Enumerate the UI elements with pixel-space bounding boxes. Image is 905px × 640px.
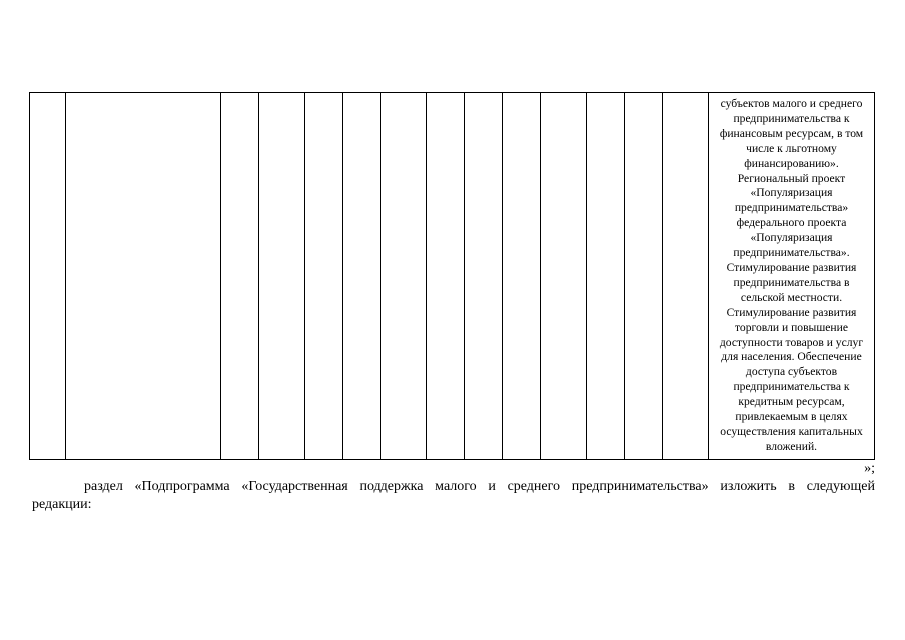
paragraph-line-2: редакции: — [32, 497, 92, 512]
text-line: Стимулирование развития — [726, 260, 857, 274]
text-line: предпринимательства в — [733, 275, 850, 289]
amendment-paragraph — [32, 478, 875, 514]
text-line: «Популяризация — [750, 186, 833, 200]
text-line: осуществления капитальных — [720, 424, 863, 438]
table-cell-5 — [305, 93, 343, 460]
table-cell-14 — [663, 93, 709, 460]
table-cell-6 — [343, 93, 381, 460]
text-line: доступа субъектов — [745, 365, 838, 379]
table-cell-1 — [30, 93, 66, 460]
text-line: финансовым ресурсам, в том — [719, 126, 864, 140]
table-cell-11 — [541, 93, 587, 460]
measures-text — [709, 93, 874, 455]
table-cell-13 — [625, 93, 663, 460]
table-cell-3 — [221, 93, 259, 460]
table-cell-measures — [709, 93, 875, 460]
continuation-table — [29, 92, 875, 460]
text-line: сельской местности. — [740, 290, 843, 304]
text-line: привлекаемым в целях — [735, 410, 848, 424]
paragraph-line-1: раздел «Подпрограмма «Государственная поддержка малого и среднего предпринимательства» изложить в следующей — [84, 479, 875, 494]
text-line: кредитным ресурсам, — [738, 395, 845, 409]
text-line: предпринимательства к — [733, 111, 850, 125]
text-line: торговли и повышение — [735, 320, 848, 334]
text-line: Стимулирование развития — [726, 305, 857, 319]
text-line: числе к льготному — [746, 141, 837, 155]
text-line: доступности товаров и услуг — [719, 335, 864, 349]
table-cell-4 — [259, 93, 305, 460]
text-line: предпринимательства». — [733, 246, 850, 260]
table-cell-9 — [465, 93, 503, 460]
table-cell-10 — [503, 93, 541, 460]
text-line: для населения. Обеспечение — [721, 350, 862, 364]
table-cell-8 — [427, 93, 465, 460]
text-line: Региональный проект — [737, 171, 846, 185]
text-line: финансированию». — [744, 156, 839, 170]
text-line: предпринимательства к — [733, 380, 850, 394]
text-line: вложений. — [765, 439, 818, 453]
closing-quote-mark: »; — [864, 461, 875, 476]
table-row — [30, 93, 875, 460]
text-line: «Популяризация — [750, 231, 833, 245]
text-line: федерального проекта — [736, 216, 847, 230]
table-cell-12 — [587, 93, 625, 460]
table-cell-7 — [381, 93, 427, 460]
text-line: субъектов малого и среднего — [720, 97, 863, 110]
table-cell-2 — [66, 93, 221, 460]
text-line: предпринимательства» — [734, 201, 849, 215]
